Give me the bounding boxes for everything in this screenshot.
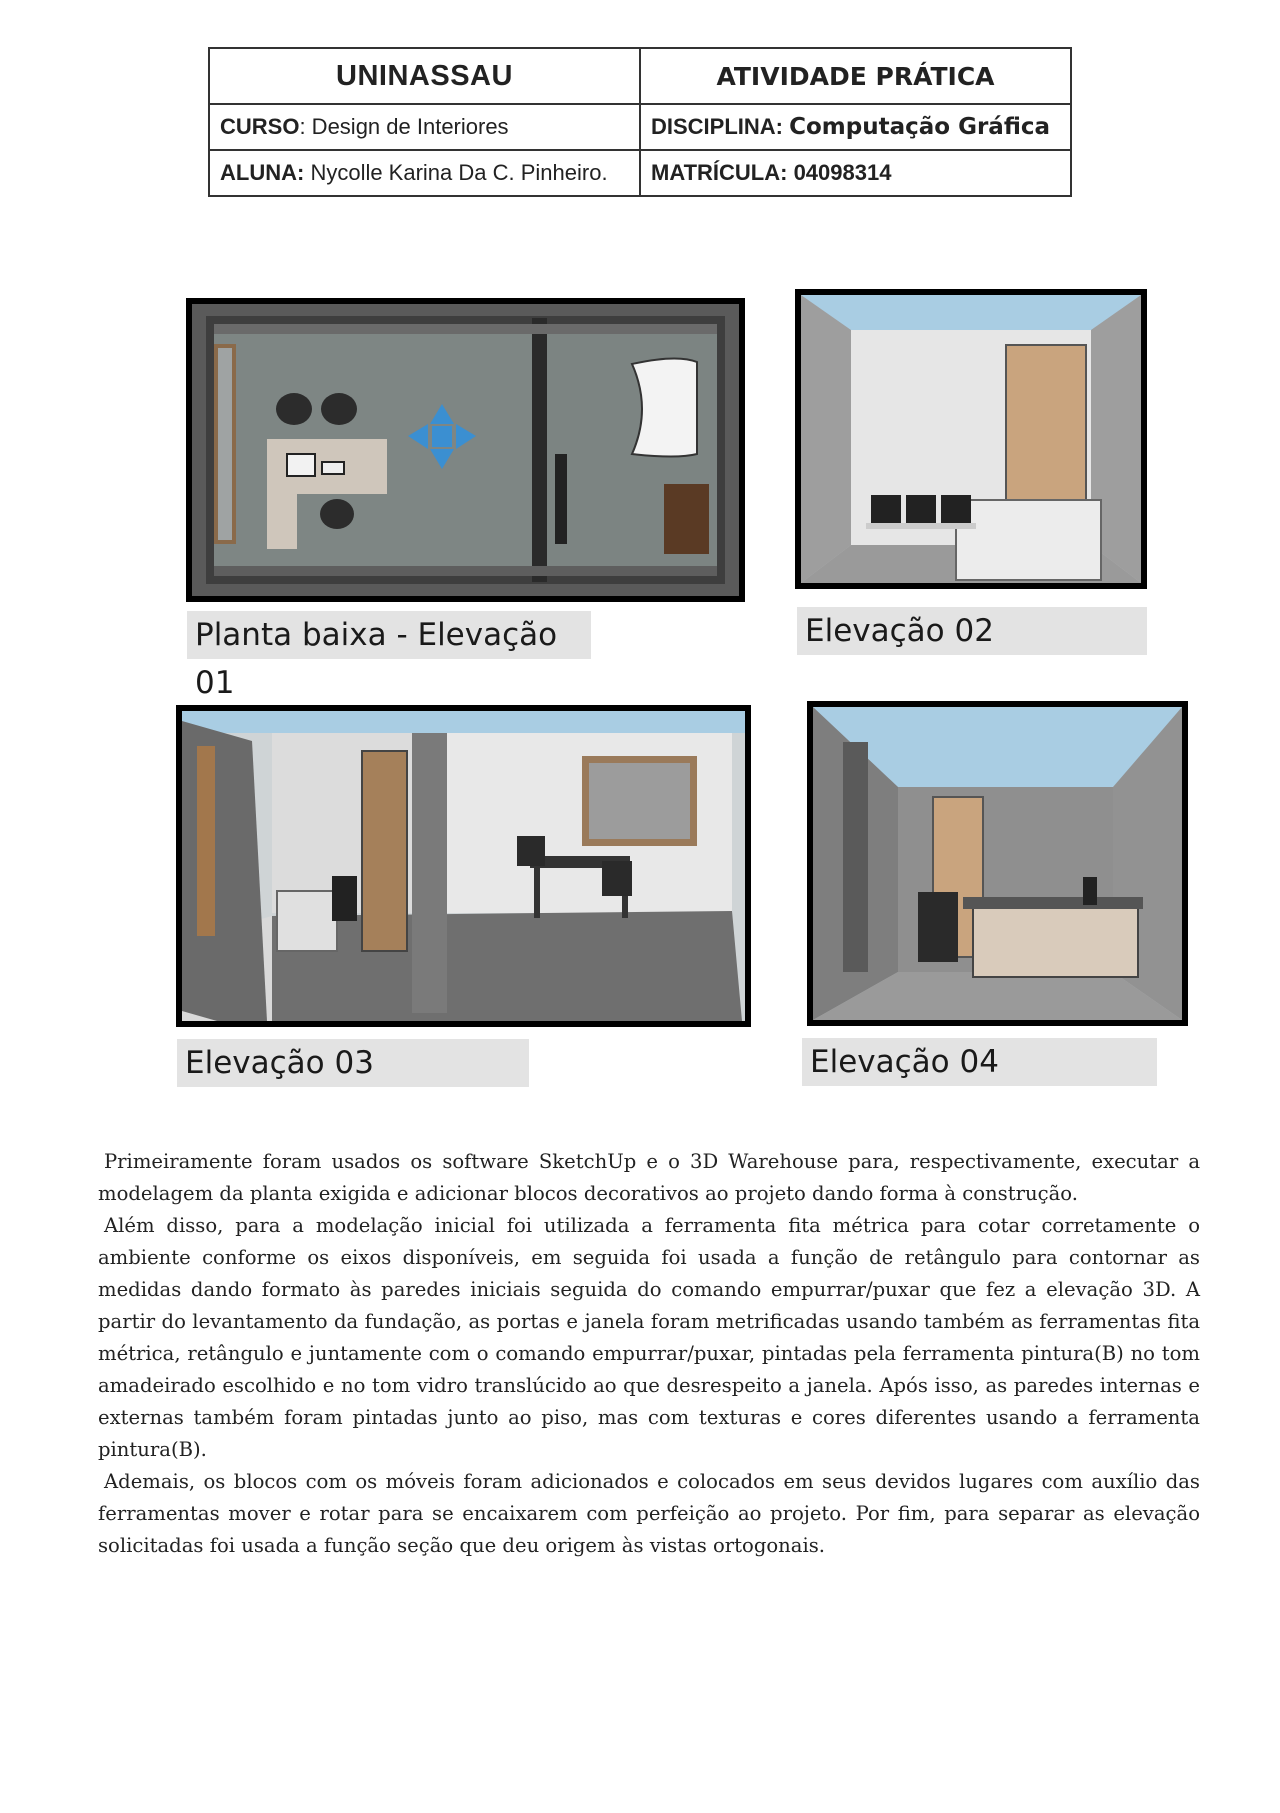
registration-value: 04098314 xyxy=(787,160,892,185)
paragraph-2: Além disso, para a modelação inicial foi utilizada a ferramenta fita métrica para cotar corretamente o ambiente conforme os eixos disponíveis, em seguida foi usada a função de retângulo para contornar as medidas dando formato às paredes iniciais seguida do comando empurrar/puxar que fez a elevação 3D. A partir do levantamento da fundação, as portas e janela foram metrificadas usando também as ferramentas fita métrica, retângulo e juntamente com o comando empurrar/puxar, pintadas pela ferramenta pintura(B) no tom amadeirado escolhido e no tom vidro translúcido ao que desrespeito a janela. Após isso, as paredes internas e externas também foram pintadas junto ao piso, mas com texturas e cores diferentes usando a ferramenta pintura(B). xyxy=(98,1214,1200,1461)
school-name: UNINASSAU xyxy=(209,48,640,104)
plan-view-illustration xyxy=(192,304,739,596)
figure-plan-view xyxy=(186,298,745,602)
header-table xyxy=(208,47,1072,197)
paragraph-3: Ademais, os blocos com os móveis foram adicionados e colocados em seus devidos lugares com auxílio das ferramentas mover e rotar para se encaixarem com perfeição ao projeto. Por fim, para separar as elevação solicitadas foi usada a função seção que deu origem às vistas ortogonais. xyxy=(98,1470,1200,1557)
course-value: : Design de Interiores xyxy=(299,114,509,139)
student-label: ALUNA: xyxy=(220,160,305,185)
registration-cell xyxy=(640,150,1071,196)
figure-elevation-03 xyxy=(176,705,751,1027)
figure-elevation-04-caption: Elevação 04 xyxy=(802,1038,1157,1086)
figure-elevation-02-caption: Elevação 02 xyxy=(797,607,1147,655)
elevation-04-illustration xyxy=(813,707,1182,1020)
figure-elevation-03-caption: Elevação 03 xyxy=(177,1039,529,1087)
figure-elevation-02 xyxy=(795,289,1147,589)
discipline-value: Computação Gráfica xyxy=(789,114,1051,140)
figure-plan-view-caption: Planta baixa - Elevação 01 xyxy=(187,611,591,659)
body-text xyxy=(98,1146,1200,1562)
activity-title: ATIVIDADE PRÁTICA xyxy=(640,48,1071,104)
elevation-02-illustration xyxy=(801,295,1141,583)
registration-label: MATRÍCULA: xyxy=(651,160,788,185)
student-cell xyxy=(209,150,640,196)
figure-elevation-04 xyxy=(807,701,1188,1026)
course-label: CURSO xyxy=(220,114,300,139)
elevation-03-illustration xyxy=(182,711,745,1021)
discipline-cell xyxy=(640,104,1071,150)
student-value: Nycolle Karina Da C. Pinheiro. xyxy=(304,160,608,185)
course-cell xyxy=(209,104,640,150)
discipline-label: DISCIPLINA: xyxy=(651,114,783,139)
paragraph-1: Primeiramente foram usados os software SketchUp e o 3D Warehouse para, respectivamente, executar a modelagem da planta exigida e adicionar blocos decorativos ao projeto dando forma à construção. xyxy=(98,1150,1200,1205)
